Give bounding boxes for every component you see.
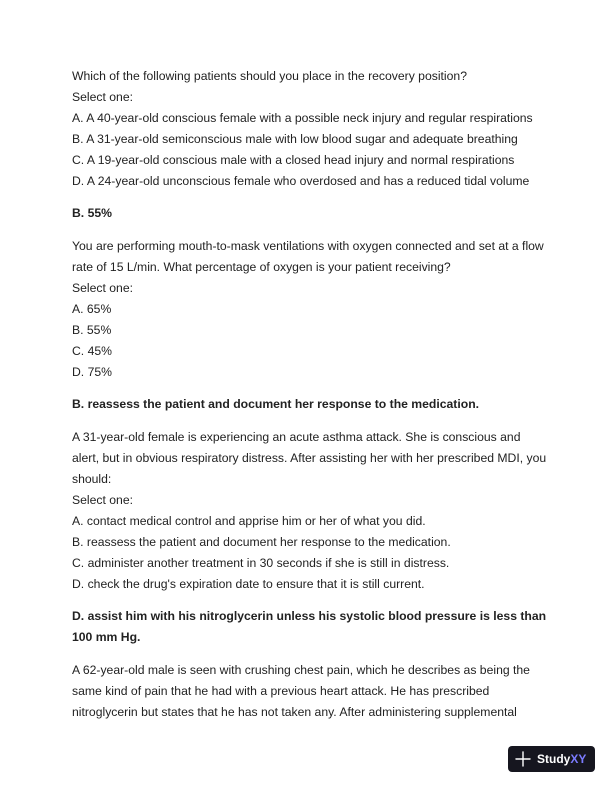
document-body bbox=[72, 66, 550, 723]
answer-3: B. reassess the patient and document her response to the medication. bbox=[72, 397, 480, 411]
question-4-text-line-2: same kind of pain that he had with a previous heart attack. He has prescribed bbox=[72, 684, 490, 698]
question-3-option-c: C. administer another treatment in 30 seconds if she is still in distress. bbox=[72, 556, 450, 570]
plus-sparkle-icon bbox=[515, 751, 531, 767]
question-3-select-label: Select one: bbox=[72, 493, 133, 507]
question-4-text-line-1: A 62-year-old male is seen with crushing chest pain, which he describes as being the bbox=[72, 663, 530, 677]
question-2-option-d: D. 75% bbox=[72, 365, 112, 379]
question-2-option-a: A. 65% bbox=[72, 302, 112, 316]
question-1-option-a: A. A 40-year-old conscious female with a possible neck injury and regular respirations bbox=[72, 111, 533, 125]
question-1-option-d: D. A 24-year-old unconscious female who overdosed and has a reduced tidal volume bbox=[72, 174, 530, 188]
answer-4-line-2: 100 mm Hg. bbox=[72, 630, 141, 644]
question-1-select-label: Select one: bbox=[72, 90, 133, 104]
question-1-text: Which of the following patients should you place in the recovery position? bbox=[72, 69, 467, 83]
question-2-select-label: Select one: bbox=[72, 281, 133, 295]
question-4-text-line-3: nitroglycerin but states that he has not taken any. After administering supplemental bbox=[72, 705, 517, 719]
question-3-text-line-1: A 31-year-old female is experiencing an acute asthma attack. She is conscious and bbox=[72, 430, 521, 444]
question-2-option-c: C. 45% bbox=[72, 344, 112, 358]
answer-2: B. 55% bbox=[72, 206, 112, 220]
question-2-text-line-1: You are performing mouth-to-mask ventilations with oxygen connected and set at a flow bbox=[72, 239, 544, 253]
question-2-option-b: B. 55% bbox=[72, 323, 112, 337]
answer-4-line-1: D. assist him with his nitroglycerin unless his systolic blood pressure is less than bbox=[72, 609, 547, 623]
question-3-option-b: B. reassess the patient and document her response to the medication. bbox=[72, 535, 451, 549]
question-3-option-a: A. contact medical control and apprise him or her of what you did. bbox=[72, 514, 426, 528]
question-2-text-line-2: rate of 15 L/min. What percentage of oxygen is your patient receiving? bbox=[72, 260, 451, 274]
question-3-text-line-3: should: bbox=[72, 472, 112, 486]
studyxy-badge[interactable] bbox=[508, 746, 595, 772]
question-1-option-c: C. A 19-year-old conscious male with a closed head injury and normal respirations bbox=[72, 153, 515, 167]
question-1-option-b: B. A 31-year-old semiconscious male with low blood sugar and adequate breathing bbox=[72, 132, 518, 146]
brand-name-part-1: Study bbox=[537, 752, 571, 766]
brand-name-part-2: XY bbox=[570, 752, 587, 766]
question-3-option-d: D. check the drug's expiration date to ensure that it is still current. bbox=[72, 577, 425, 591]
question-3-text-line-2: alert, but in obvious respiratory distress. After assisting her with her prescribed MDI, you bbox=[72, 451, 547, 465]
